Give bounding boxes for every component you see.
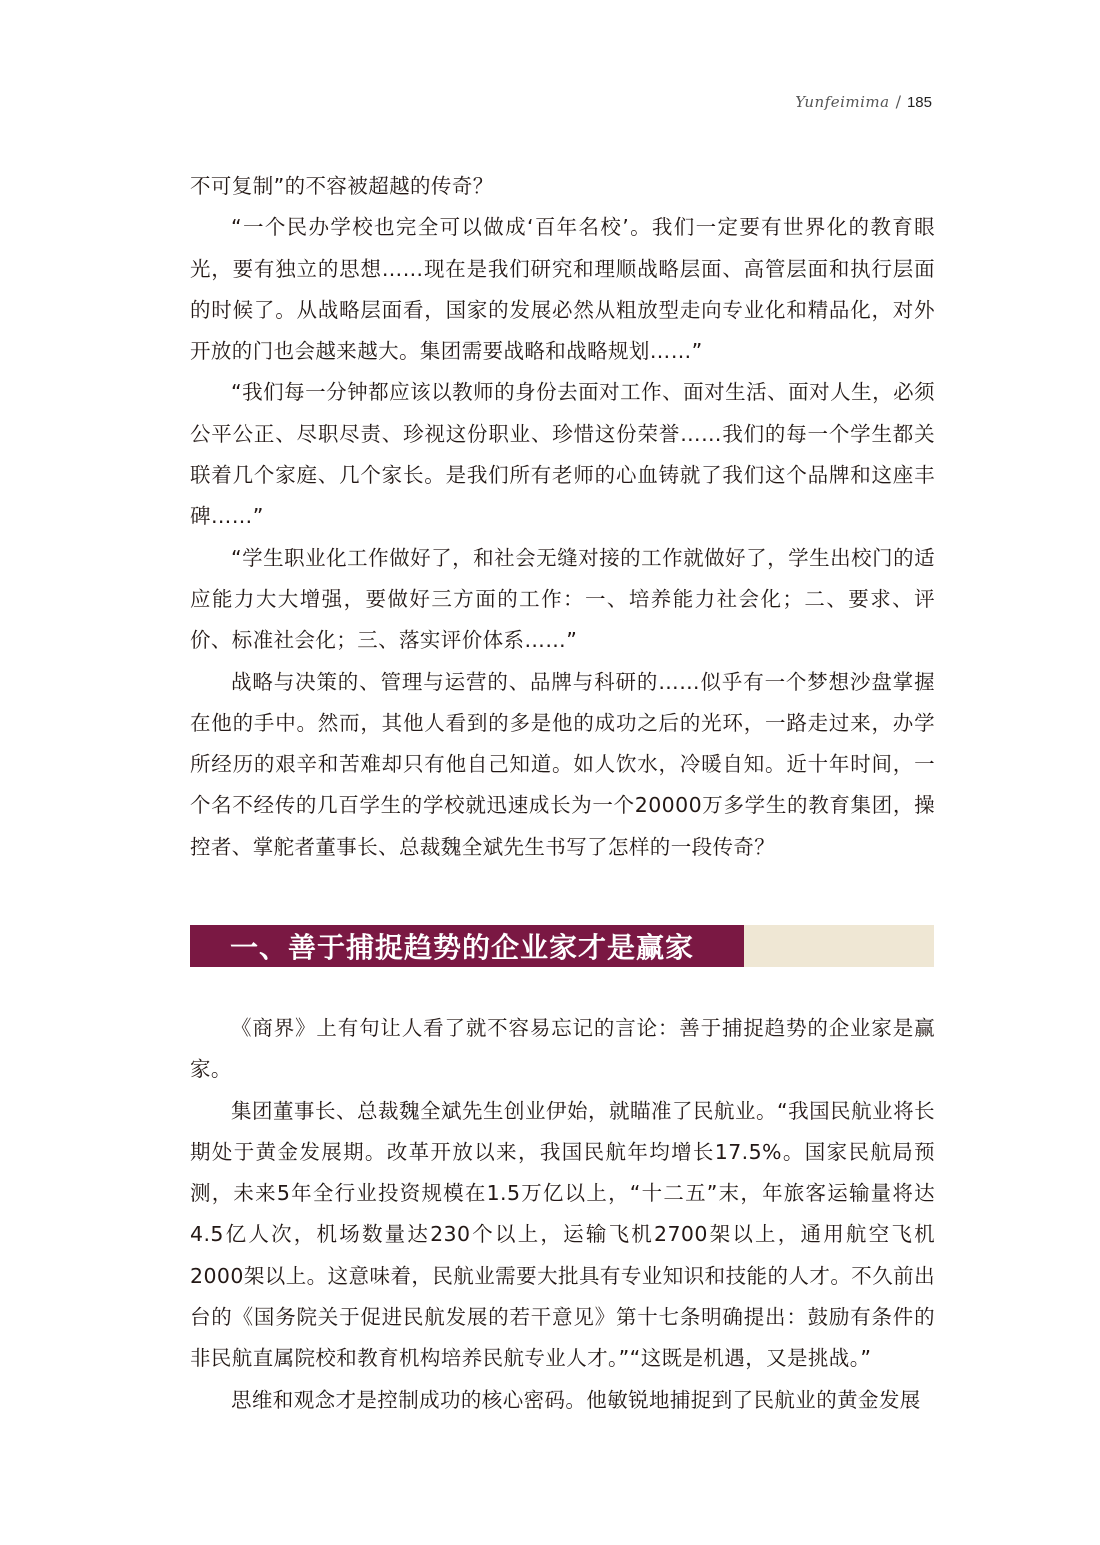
section-heading-bar: [190, 925, 934, 967]
paragraph: “一个民办学校也完全可以做成‘百年名校’。我们一定要有世界化的教育眼光，要有独立的思想……现在是我们研究和理顺战略层面、高管层面和执行层面的时候了。从战略层面看，国家的发展必然从粗放型走向专业化和精品化，对外开放的门也会越来越大。集团需要战略和战略规划……”: [190, 215, 935, 364]
section-heading-box: [190, 925, 744, 967]
page-number: 185: [906, 94, 932, 111]
paragraph: “学生职业化工作做好了，和社会无缝对接的工作就做好了，学生出校门的适应能力大大增强，要做好三方面的工作：一、培养能力社会化；二、要求、评价、标准社会化；三、落实评价体系……”: [190, 545, 935, 653]
paragraph: 不可复制”的不容被超越的传奇？: [190, 174, 494, 198]
header-separator: /: [895, 92, 901, 111]
book-title: Yunfeimima: [795, 93, 890, 111]
paragraph: “我们每一分钟都应该以教师的身份去面对工作、面对生活、面对人生，必须公平公正、尽职尽责、珍视这份职业、珍惜这份荣誉……我们的每一个学生都关联着几个家庭、几个家长。是我们所有老师的心血铸就了我们这个品牌和这座丰碑……”: [190, 380, 935, 529]
running-header: [795, 92, 932, 111]
paragraph: 思维和观念才是控制成功的核心密码。他敏锐地捕捉到了民航业的黄金发展: [231, 1387, 921, 1412]
paragraph: 战略与决策的、管理与运营的、品牌与科研的……似乎有一个梦想沙盘掌握在他的手中。然而，其他人看到的多是他的成功之后的光环，一路走过来，办学所经历的艰辛和苦难却只有他自己知道。如人饮水，冷暖自知。近十年时间，一个名不经传的几百学生的学校就迅速成长为一个20000万多学生的教育集团，操控者、掌舵者董事长、总裁魏全斌先生书写了怎样的一段传奇？: [190, 669, 935, 859]
paragraph: 集团董事长、总裁魏全斌先生创业伊始，就瞄准了民航业。“我国民航业将长期处于黄金发展期。改革开放以来，我国民航年均增长17.5%。国家民航局预测，未来5年全行业投资规模在1.5万亿以上，“十二五”末，年旅客运输量将达4.5亿人次，机场数量达230个以上，运输飞机2700架以上，通用航空飞机2000架以上。这意味着，民航业需要大批具有专业知识和技能的人才。不久前出台的《国务院关于促进民航发展的若干意见》第十七条明确提出：鼓励有条件的非民航直属院校和教育机构培养民航专业人才。”“这既是机遇，又是挑战。”: [190, 1098, 935, 1371]
body-text-top: [190, 166, 935, 868]
paragraph: 《商界》上有句让人看了就不容易忘记的言论：善于捕捉趋势的企业家是赢家。: [190, 1016, 935, 1082]
body-text-bottom: [190, 1008, 935, 1421]
section-heading: 一、善于捕捉趋势的企业家才是赢家: [230, 931, 695, 964]
